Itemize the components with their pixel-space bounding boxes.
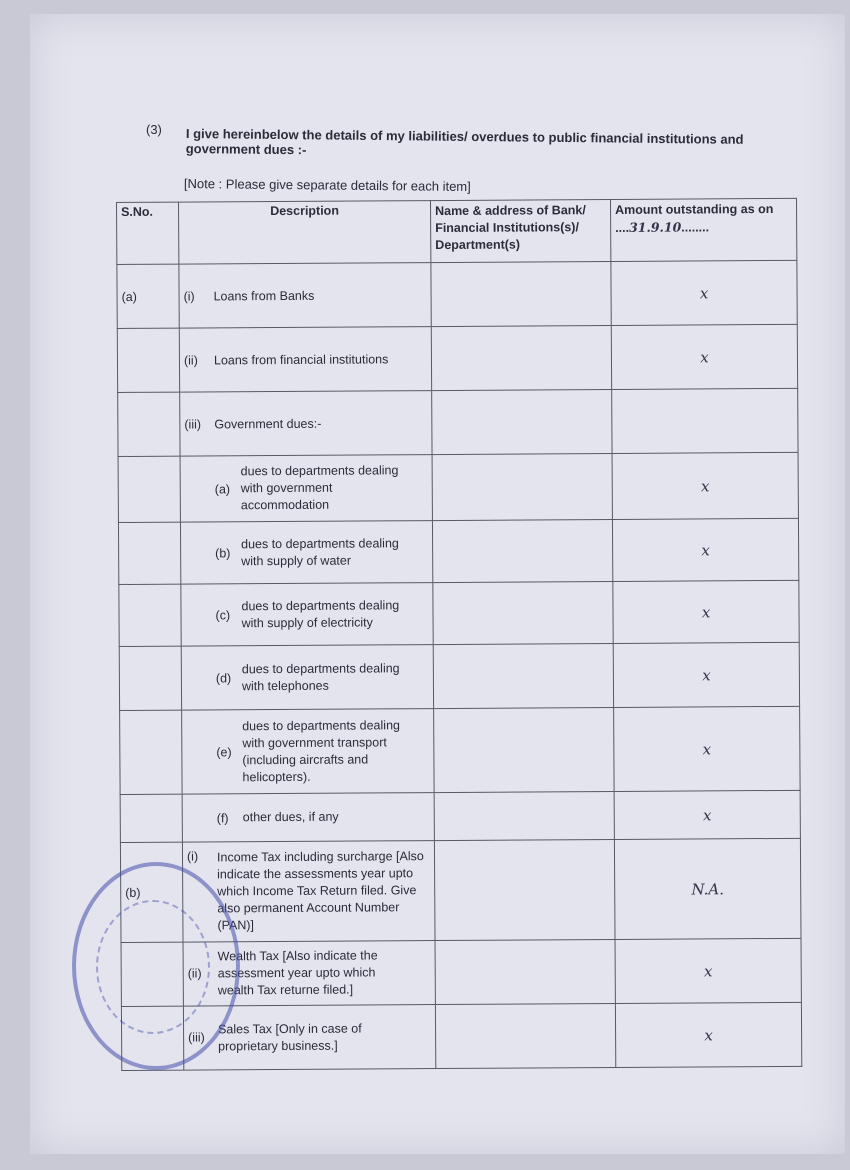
row-sno: (a) [117, 264, 179, 328]
row-description [182, 841, 435, 943]
table-row [120, 790, 800, 842]
row-amount: x [615, 1002, 801, 1067]
row-roman: (iii) [188, 1030, 205, 1045]
table-row [118, 452, 798, 522]
row-bank [431, 325, 611, 390]
row-amount: x [613, 642, 799, 707]
header-amount [610, 198, 796, 261]
table-row [118, 518, 798, 584]
row-sno [118, 522, 180, 584]
row-sno [119, 584, 181, 646]
row-letter: (f) [216, 810, 229, 825]
row-amount: x [614, 790, 800, 839]
row-sno [118, 456, 180, 522]
table-row [121, 938, 801, 1006]
row-text: dues to departments dealing with supply of electricity [241, 597, 400, 630]
table-row [119, 580, 799, 646]
row-sno [120, 710, 183, 794]
row-bank [433, 581, 613, 644]
row-bank [432, 519, 612, 582]
row-letter: (c) [215, 607, 231, 622]
table-row [118, 388, 798, 456]
row-text: Sales Tax [Only in case of proprietary business.] [218, 1021, 362, 1053]
section-number: (3) [146, 122, 162, 137]
row-bank [434, 707, 615, 792]
row-roman: (iii) [184, 416, 202, 432]
row-sno [117, 328, 179, 392]
row-description [179, 327, 431, 393]
row-amount: x [612, 452, 798, 519]
row-description [182, 709, 435, 795]
row-description [180, 455, 432, 523]
row-text: dues to departments dealing with supply of water [241, 535, 399, 568]
row-amount: N.A. [614, 838, 801, 939]
liabilities-table [116, 198, 802, 1071]
row-description [181, 645, 433, 711]
row-sno [121, 1006, 183, 1070]
row-roman: (ii) [187, 966, 202, 981]
table-row [117, 260, 797, 328]
row-sno [121, 942, 183, 1006]
row-roman: (ii) [183, 353, 198, 368]
header-description: Description [179, 201, 431, 265]
row-sno [119, 646, 181, 710]
row-amount: x [611, 260, 797, 325]
row-roman: (i) [183, 289, 195, 304]
header-sno: S.No. [117, 202, 179, 264]
row-text: Income Tax including surcharge [Also indicate the assessments year upto which Income Tax Return filed. Give also permanent Account Number (PAN)] [216, 849, 424, 933]
header-amount-suffix: ........ [681, 220, 710, 235]
row-bank [431, 261, 611, 326]
row-letter: (a) [214, 481, 231, 496]
header-amount-prefix: Amount outstanding as on .... [615, 201, 774, 235]
row-description [182, 793, 434, 843]
row-amount: x [611, 324, 797, 389]
row-bank [434, 791, 614, 840]
row-bank [435, 1003, 615, 1068]
header-bank: Name & address of Bank/ Financial Institutions(s)/ Department(s) [430, 199, 610, 262]
row-text: other dues, if any [242, 809, 339, 825]
row-bank [432, 389, 612, 454]
table-row [117, 324, 797, 392]
table-header-row [117, 198, 797, 264]
row-text: dues to departments dealing with telephones [241, 660, 400, 693]
table-row [120, 838, 801, 942]
row-bank [434, 839, 615, 940]
row-bank [432, 453, 612, 520]
row-description [180, 521, 432, 585]
row-text: Loans from financial institutions [213, 351, 389, 367]
row-sno [118, 392, 180, 456]
table-row [120, 706, 801, 794]
row-text: Government dues:- [214, 416, 322, 431]
table-row [119, 642, 799, 710]
row-amount: x [614, 706, 801, 791]
row-amount: x [615, 938, 801, 1003]
row-description [181, 583, 433, 647]
row-amount: x [612, 518, 798, 581]
row-amount: x [613, 580, 799, 643]
row-sno [120, 794, 182, 842]
row-amount [612, 388, 798, 453]
row-sno: (b) [120, 842, 183, 942]
row-bank [435, 939, 615, 1004]
row-letter: (e) [216, 744, 232, 759]
table-row [121, 1002, 801, 1070]
row-text: Wealth Tax [Also indicate the assessment year upto which wealth Tax returne filed.] [217, 948, 378, 998]
row-description [183, 1005, 435, 1071]
header-amount-date: 31.9.10 [629, 219, 682, 235]
row-description [179, 263, 431, 329]
row-text: dues to departments dealing with government transport (including aircrafts and helicopters). [242, 717, 400, 784]
row-roman: (i) [186, 849, 199, 864]
section-intro: I give hereinbelow the details of my liabilities/ overdues to public financial institutions and government dues :- [185, 126, 744, 158]
row-text: dues to departments dealing with government accommodation [240, 463, 399, 513]
row-description [183, 941, 435, 1007]
row-bank [433, 643, 613, 708]
row-text: Loans from Banks [213, 288, 315, 303]
row-letter: (b) [215, 545, 231, 560]
section-note: [Note : Please give separate details for each item] [183, 176, 471, 195]
row-description [180, 391, 432, 457]
row-letter: (d) [215, 670, 232, 685]
